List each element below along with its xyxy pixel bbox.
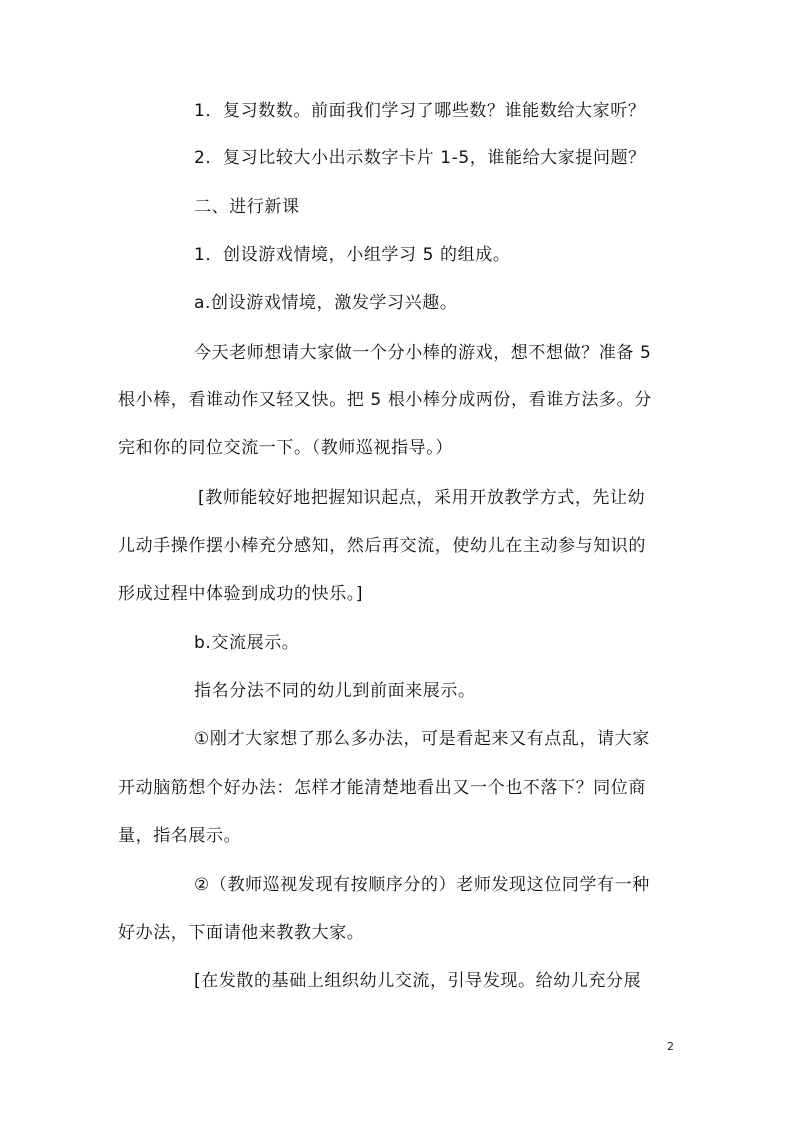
text-line: 根小棒，看谁动作又轻又快。把 5 根小棒分成两份，看谁方法多。分 bbox=[118, 390, 652, 410]
text-line: b.交流展示。 bbox=[194, 633, 300, 653]
text-line: 完和你的同位交流一下。（教师巡视指导。） bbox=[118, 438, 453, 458]
text-line: 开动脑筋想个好办法：怎样才能清楚地看出又一个也不落下？同位商 bbox=[118, 778, 646, 798]
text-line: 指名分法不同的幼儿到前面来展示。 bbox=[194, 681, 476, 701]
text-line: ②（教师巡视发现有按顺序分的）老师发现这位同学有一种 bbox=[194, 875, 650, 895]
text-line: 好办法，下面请他来教教大家。 bbox=[118, 923, 365, 943]
text-line: 儿动手操作摆小棒充分感知，然后再交流，使幼儿在主动参与知识的 bbox=[118, 536, 646, 556]
text-line: [教师能较好地把握知识起点，采用开放教学方式，先让幼 bbox=[198, 488, 646, 508]
text-line: 1．复习数数。前面我们学习了哪些数？谁能数给大家听？ bbox=[194, 101, 646, 121]
text-line: 今天老师想请大家做一个分小棒的游戏，想不想做？准备 5 bbox=[194, 343, 652, 363]
text-line: 2．复习比较大小出示数字卡片 1-5，谁能给大家提问题？ bbox=[194, 148, 646, 168]
section-heading: 二、进行新课 bbox=[194, 197, 300, 217]
page-number: 2 bbox=[667, 1040, 674, 1053]
text-line: a.创设游戏情境，激发学习兴趣。 bbox=[194, 293, 458, 313]
text-line: 形成过程中体验到成功的快乐。] bbox=[118, 584, 364, 604]
text-line: [在发散的基础上组织幼儿交流，引导发现。给幼儿充分展 bbox=[194, 971, 642, 991]
text-line: ①刚才大家想了那么多办法，可是看起来又有点乱，请大家 bbox=[194, 729, 650, 749]
text-line: 1．创设游戏情境，小组学习 5 的组成。 bbox=[194, 245, 511, 265]
text-line: 量，指名展示。 bbox=[118, 826, 242, 846]
